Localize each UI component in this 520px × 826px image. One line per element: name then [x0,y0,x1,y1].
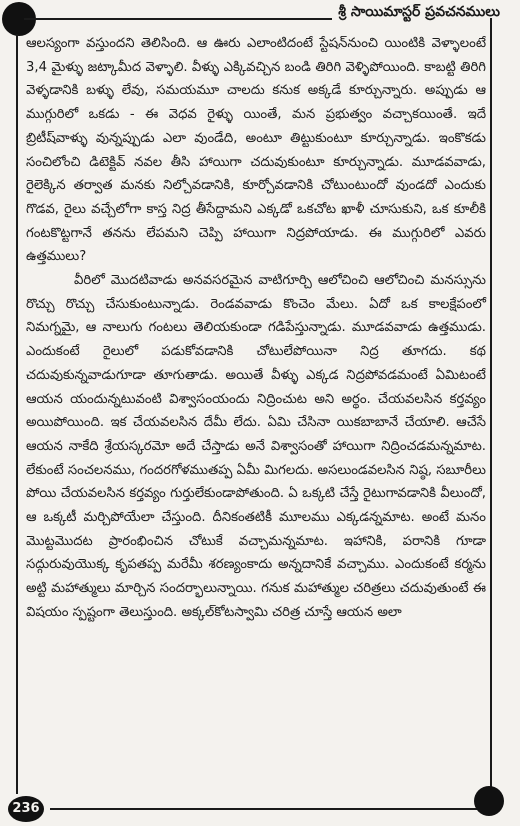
footer-rule [50,808,480,810]
paragraph-1: ఆలస్యంగా వస్తుందని తెలిసింది. ఆ ఊరు ఎలాంటిదంటే స్టేషన్‌నుంచి యింటికి వెళ్ళాలంటే 3,4 మైళ్ళు జట్కామీద వెళ్ళాలి. వీళ్ళు ఎక్కివచ్చిన బండి తిరిగి వెళ్ళిపోయింది. కాబట్టి తిరిగి వెళ్ళడానికి బళ్ళు లేవు, సమయమూ చాలదు కనుక అక్కడే కూర్చున్నారు. అప్పుడు ఆ ముగ్గురిలో ఒకడు - ఈ వెధవ రైళ్ళు యింతే, మన ప్రభుత్వం వచ్చాకయింతే. ఇదే బ్రిటీష్‌వాళ్ళు వున్నప్పుడు ఎలా వుండేది, అంటూ తిట్టుకుంటూ కూర్చున్నాడు. ఇంకొకడు సంచిలోంచి డిటెక్టివ్ నవల తీసి హాయిగా చదువుకుంటూ కూర్చున్నాడు. మూడవవాడు, రైలెక్కిన తర్వాత మనకు నిల్చోవడానికి, కూర్చోవడానికి చోటుంటుందో వుండదో ఎందుకు గొడవ, రైలు వచ్చేలోగా కాస్త నిద్ర తీసేద్దామని ఎక్కడో ఒకచోట ఖాళీ చూసుకుని, ఒక కూలీకి గంటకొట్టగానే తనను లేపమని చెప్పి హాయిగా నిద్రపోయాడు. ఈ ముగ్గురిలో ఎవరు ఉత్తములు? [26,36,486,265]
running-header-title: శ్రీ సాయిమాస్టర్ ప్రవచనములు [332,4,504,23]
body-text [26,32,486,625]
page-number: 236 [8,796,44,822]
left-border-line [16,34,18,794]
corner-dot-ornament-bottom [474,786,504,816]
right-border-line [490,18,492,798]
paragraph-2: వీరిలో మొదటివాడు అనవసరమైన వాటిగూర్చి ఆలోచించి ఆలోచించి మనస్సును రొచ్చు రొచ్చు చేసుకుంటున్నాడు. రెండవవాడు కొంచెం మేలు. ఏదో ఒక కాలక్షేపంలో నిమగ్నమై, ఆ నాలుగు గంటలు తెలియకుండా గడిపేస్తున్నాడు. మూడవవాడు ఉత్తముడు. ఎందుకంటే రైలులో పడుకోవడానికి చోటులేపోయినా నిద్ర తూగదు. కథ చదువుకున్నవాడుగూడా తూగుతాడు. అయితే వీళ్ళు ఎక్కడ నిద్రపోవడమంటే ఏమిటంటే ఆయన యందున్నటువంటి విశ్వాసంయందు నిద్రించుట అని అర్థం. చేయవలసిన కర్తవ్యం అయిపోయింది. ఇక చేయవలసిన దేమీ లేదు. ఏమి చేసినా యికబాబానే చేయాలి. ఆచేసే ఆయన నాకేది శ్రేయస్కరమో అదే చేస్తాడు అనే విశ్వాసంతో హాయిగా నిద్రించడమన్నమాట. లేకుంటే సంచలనము, గందరగోళముతప్ప ఏమీ మిగలదు. అసలుండవలసిన నిష్ఠ, సబూరీలు పోయి చేయవలసిన కర్తవ్యం గుర్తులేకుండాపోతుంది. ఏ ఒక్కటి చేస్తే రైటుగావడానికి వీలుందో, ఆ ఒక్కటీ మర్చిపోయేలా చేస్తుంది. దీనికంతటికీ మూలము ఎక్కడన్నమాట. అంటే మనం మొట్టమొదట ప్రారంభించిన చోటుకే వచ్చామన్నమాట. ఇహానికి, పరానికి గూడా సద్గురువుయొక్క కృపతప్ప మరేమీ శరణ్యంకాదు అన్నదానికే వచ్చాము. ఎందుకంటే కర్మను అట్టి మహాత్ములు మార్చిన సందర్భాలున్నాయి. గనుక మహాత్ముల చరిత్రలు చదువుతుంటే ఈ విషయం స్పష్టంగా తెలుస్తుంది. అక్కల్‌కోటస్వామి చరిత్ర చూస్తే ఆయన అలా [26,273,486,620]
